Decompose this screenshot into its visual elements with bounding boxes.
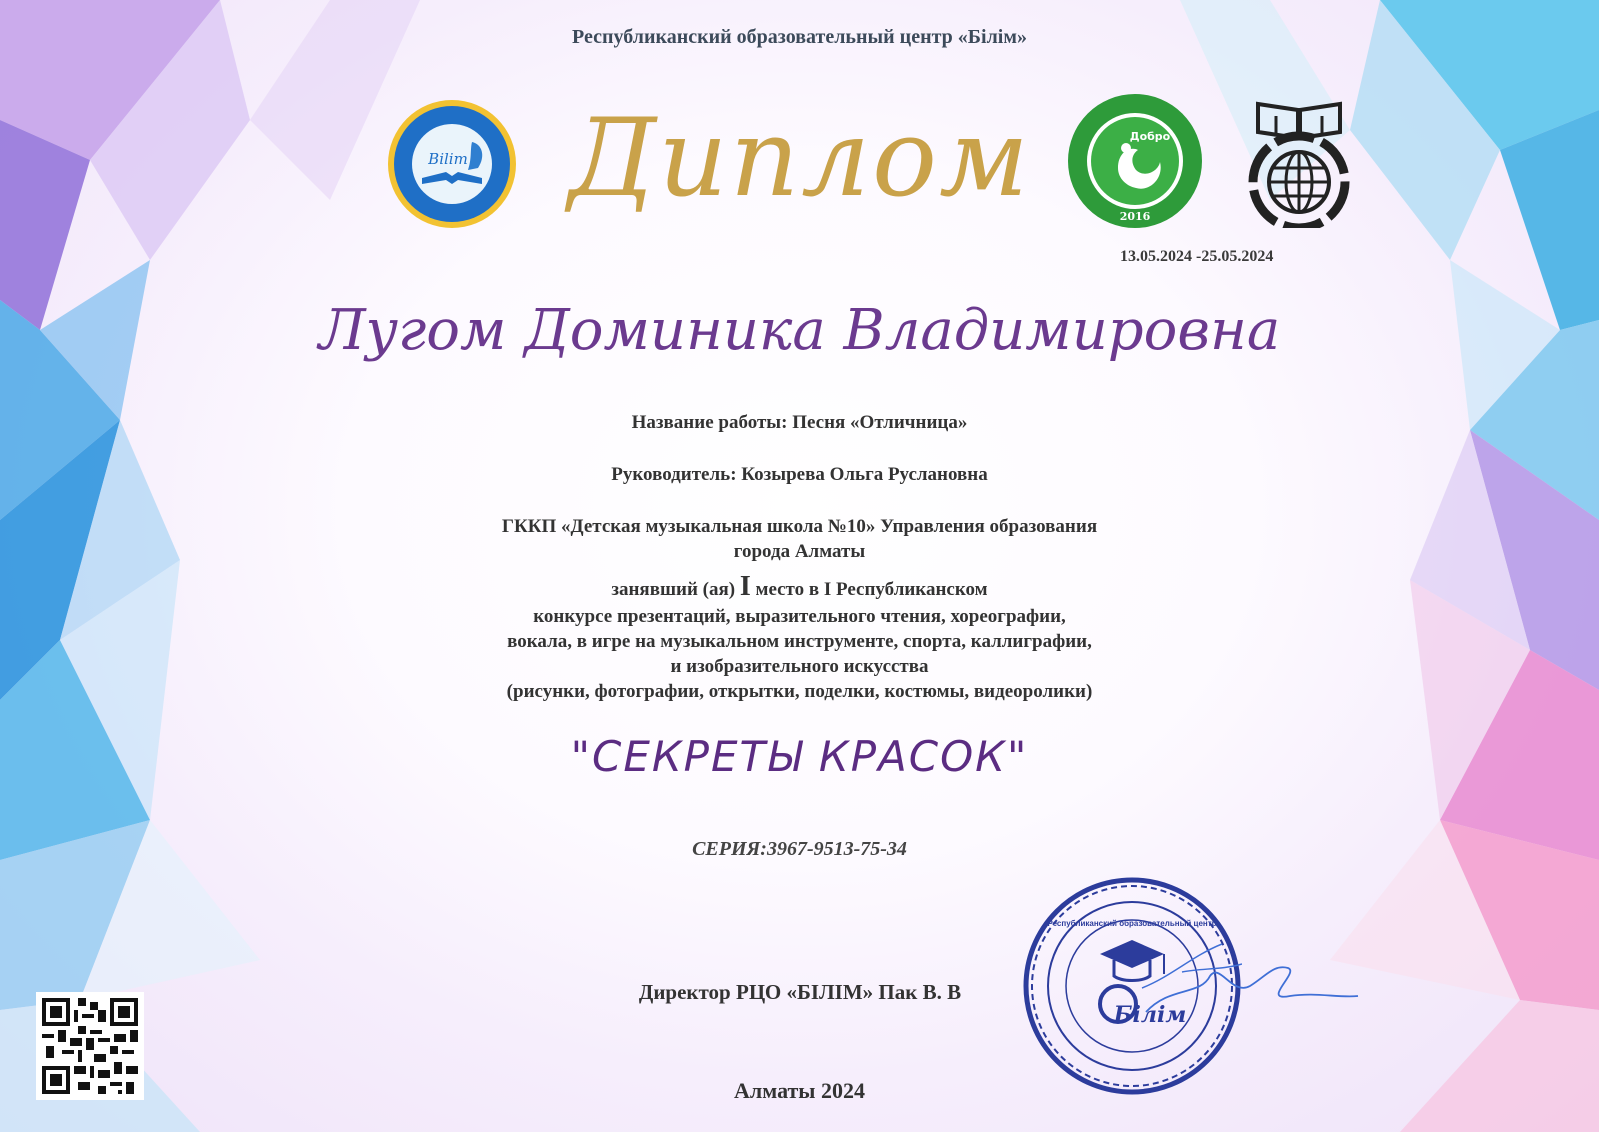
contest-line-1: конкурсе презентаций, выразительного чтения, хореографии, — [533, 606, 1066, 627]
place-numeral: I — [739, 571, 751, 602]
stamp-top-text: Республиканский образовательный центр — [1047, 919, 1217, 928]
recipient-name: Лугом Доминика Владимировна — [318, 298, 1281, 363]
contest-dates: 13.05.2024 -25.05.2024 — [1120, 248, 1274, 265]
charity-foundation-logo — [1066, 92, 1204, 230]
school-line-1: ГККП «Детская музыкальная школа №10» Управления образования — [501, 516, 1098, 537]
book-globe-icon — [1236, 96, 1364, 228]
serial-number: СЕРИЯ:3967-9513-75-34 — [692, 838, 907, 860]
work-title: Название работы: Песня «Отличница» — [631, 412, 968, 433]
bilim-logo-text: Bilim — [428, 150, 468, 168]
school-line-2: города Алматы — [733, 541, 866, 562]
place-suffix: место в I Республиканском — [750, 579, 988, 600]
city-year: Алматы 2024 — [734, 1078, 865, 1103]
stamp-name: Білім — [1113, 1002, 1187, 1028]
contest-name: "СЕКРЕТЫ КРАСОК" — [570, 732, 1029, 781]
supervisor: Руководитель: Козырева Ольга Руслановна — [611, 464, 988, 485]
place-prefix: занявший (ая) — [611, 579, 740, 600]
organization-header: Республиканский образовательный центр «Білім» — [572, 26, 1027, 48]
contest-line-2: вокала, в игре на музыкальном инструменте, спорта, каллиграфии, — [507, 631, 1092, 652]
contest-line-4: (рисунки, фотографии, открытки, поделки, костюмы, видеоролики) — [506, 681, 1093, 702]
charity-badge-year: 2016 — [1119, 210, 1151, 223]
charity-badge-word: Добро — [1129, 130, 1171, 143]
signature-scribble — [1140, 956, 1360, 1026]
place-line — [0, 571, 1599, 602]
director-signature-line: Директор РЦО «БІЛІМ» Пак В. В — [638, 980, 962, 1004]
diploma-title: Диплом — [568, 96, 1031, 221]
contest-line-3: и изобразительного искусства — [670, 656, 929, 677]
